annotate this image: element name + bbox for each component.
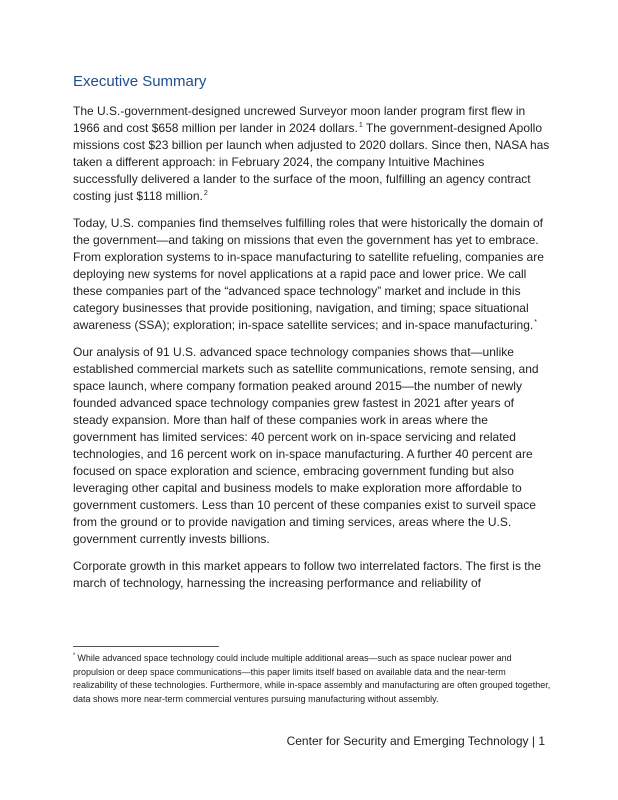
footer-org: Center for Security and Emerging Technology (286, 734, 529, 748)
footnote-text: While advanced space technology could include multiple additional areas—such as space nuclear power and propulsion or deep space communications—this paper limits itself based on available data and the near-term realizability of these technologies. Furthermore, while in-space assembly and manufacturing are often grouped together, data shows more near-term commercial ventures pursuing manufacturing without assembly. (73, 653, 551, 704)
footnote-ref-2[interactable]: 2 (203, 190, 208, 197)
section-title: Executive Summary (73, 73, 207, 90)
footnote (73, 652, 551, 706)
footnote-divider (73, 646, 219, 647)
footnote-ref-star[interactable]: * (534, 319, 537, 326)
main-content (73, 72, 551, 602)
paragraph-1 (73, 103, 551, 205)
footer-separator: | (528, 734, 539, 748)
paragraph-2 (73, 215, 551, 334)
page-footer (287, 733, 545, 749)
paragraph-2-text: Today, U.S. companies find themselves fulfilling roles that were historically the domain of the government—and taking on missions that even the government has yet to embrace. From exploration systems to in-space manufacturing to satellite refueling, companies are deploying new systems for novel applications at a rapid pace and lower price. We call these companies part of the “advanced space technology” market and include in this category businesses that provide positioning, navigation, and timing; space situational awareness (SSA); exploration; in-space satellite services; and in-space manufacturing. (73, 216, 544, 332)
footnote-mark: * (73, 653, 76, 659)
page-number: 1 (538, 734, 545, 748)
paragraph-1-part-b: The government-designed Apollo missions cost $23 billion per launch when adjusted to 2020 dollars. Since then, NASA has taken a different approach: in February 2024, the company Intuitive Machines successfully delivered a lander to the surface of the moon, fulfilling an agency contract costing just $118 million. (73, 121, 550, 203)
footnote-ref-1[interactable]: 1 (358, 122, 363, 129)
paragraph-1-part-a: The U.S.-government-designed uncrewed Surveyor moon lander program first flew in 1966 and cost $658 million per lander in 2024 dollars. (73, 104, 526, 135)
paragraph-4: Corporate growth in this market appears to follow two interrelated factors. The first is the march of technology, harnessing the increasing performance and reliability of (73, 559, 541, 590)
paragraph-3: Our analysis of 91 U.S. advanced space technology companies shows that—unlike established commercial markets such as satellite communications, remote sensing, and space launch, where company formation peaked around 2015—the number of newly founded advanced space technology companies grew fastest in 2021 after years of steady expansion. More than half of these companies work in areas where the government has limited services: 40 percent work on in-space servicing and related technologies, and 16 percent work on in-space manufacturing. A further 40 percent are focused on space exploration and science, embracing government funding but also leveraging other capital and business models to make exploration more affordable to government customers. Less than 10 percent of these companies exist to surveil space from the ground or to provide navigation and timing services, areas where the U.S. government currently invests billions. (73, 345, 539, 546)
